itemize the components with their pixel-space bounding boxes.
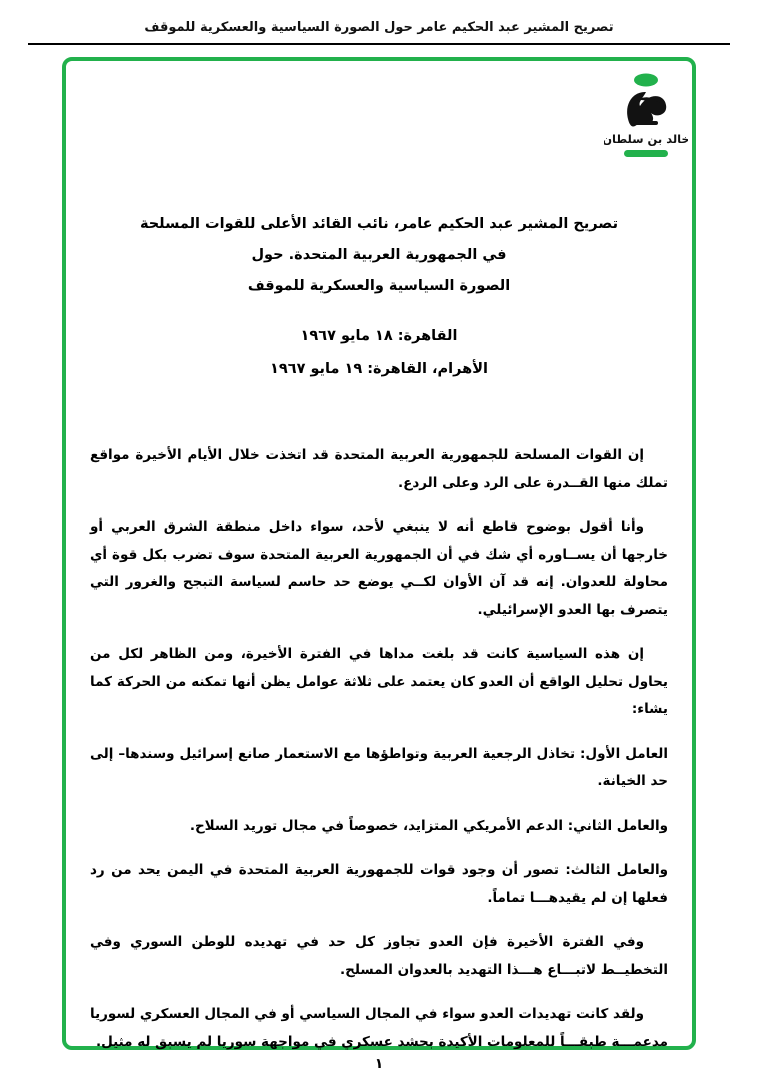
document-dates bbox=[66, 320, 692, 386]
date-line-cairo: القاهرة: ١٨ مايو ١٩٦٧ bbox=[300, 328, 458, 344]
page-header bbox=[0, 0, 758, 35]
paragraph: إن القوات المسلحة للجمهورية العربية المتحدة قد اتخذت خلال الأيام الأخيرة مواقع تملك منها القــدرة على الرد وعلى الردع. bbox=[90, 447, 668, 491]
page-number: ١ bbox=[374, 1056, 384, 1072]
date-line-ahram: الأهرام، القاهرة: ١٩ مايو ١٩٦٧ bbox=[270, 361, 488, 377]
logo-ribbon bbox=[624, 150, 668, 157]
header-title: تصريح المشير عبد الحكيم عامر حول الصورة السياسية والعسكرية للموقف bbox=[144, 20, 614, 35]
library-logo-emblem bbox=[604, 71, 688, 175]
logo-name: خالد بن سلطان bbox=[604, 132, 688, 146]
document-frame bbox=[62, 57, 696, 1050]
paragraph: العامل الأول: تخاذل الرجعية العربية وتواطؤها مع الاستعمار صانع إسرائيل وسندها– إلى حد الخيانة. bbox=[90, 745, 668, 789]
paragraph: والعامل الثاني: الدعم الأمريكي المتزايد، خصوصاً في مجال توريد السلاح. bbox=[189, 817, 668, 834]
title-line-1: تصريح المشير عبد الحكيم عامر، نائب القائد الأعلى للقوات المسلحة bbox=[139, 216, 619, 232]
paragraph: إن هذه السياسية كانت قد بلغت مداها في الفترة الأخيرة، ومن الظاهر لكل من يحاول تحليل الواقع أن العدو كان يعتمد على ثلاثة عوامل يظن أنها تمكنه من الحركة كما يشاء: bbox=[90, 646, 668, 717]
title-line-3: الصورة السياسية والعسكرية للموقف bbox=[247, 278, 511, 294]
document-title bbox=[66, 209, 692, 302]
title-line-2: في الجمهورية العربية المتحدة. حول bbox=[251, 247, 507, 263]
paragraph: والعامل الثالث: تصور أن وجود قوات للجمهورية العربية المتحدة في اليمن يحد من رد فعلها إن لم يقيدهـــا تماماً. bbox=[90, 862, 668, 906]
header-divider bbox=[28, 43, 730, 45]
logo-oval bbox=[634, 74, 658, 87]
paragraph: ولقد كانت تهديدات العدو سواء في المجال السياسي أو في المجال العسكري لسوريا مدعمـــة طبقـــاً للمعلومات الأكيدة بحشد عسكري في مواجهة سوريا لم يسبق له مثيل. bbox=[90, 1006, 668, 1050]
paragraph: وأنا أقول بوضوح قاطع أنه لا ينبغي لأحد، سواء داخل منطقة الشرق العربي أو خارجها أن يســاوره أي شك في أن الجمهورية العربية المتحدة سوف تضرب بكل قوة أي محاولة للعدوان. إنه قد آن الأوان لكــي يوضع حد حاسم لسياسة التبجح والغرور التي يتصرف بها العدو الإسرائيلي. bbox=[90, 519, 668, 618]
calligraphy-mark bbox=[627, 92, 666, 127]
library-logo bbox=[604, 71, 688, 175]
document-body bbox=[90, 442, 668, 1056]
paragraph: وفي الفترة الأخيرة فإن العدو تجاوز كل حد في تهديده للوطن السوري وفي التخطيــط لاتبـــاع هـــذا التهديد بالعدوان المسلح. bbox=[90, 934, 668, 978]
